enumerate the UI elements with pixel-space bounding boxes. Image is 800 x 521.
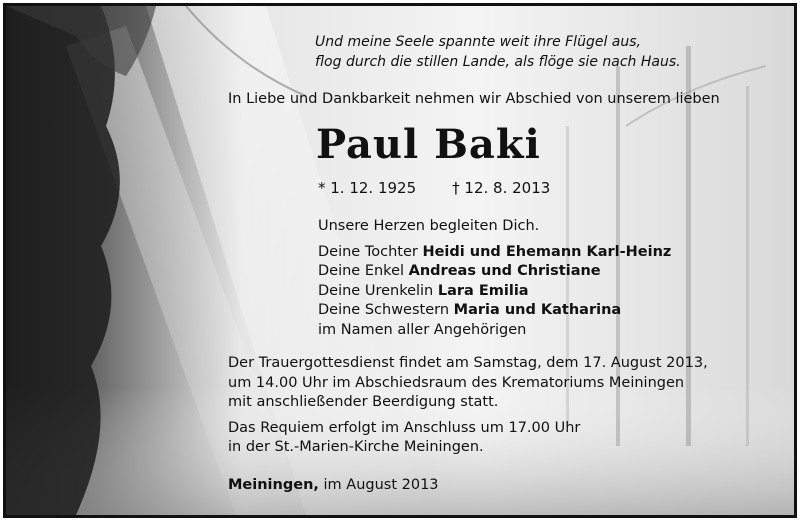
requiem-line-1: Das Requiem erfolgt im Anschluss um 17.00 Uhr [228, 419, 581, 436]
service-line-3: mit anschließender Beerdigung statt. [228, 394, 499, 410]
service-line-2: um 14.00 Uhr im Abschiedsraum des Krematoriums Meiningen [228, 374, 685, 391]
family-closing: im Namen aller Angehörigen [318, 321, 527, 338]
place: Meiningen, [228, 477, 319, 493]
service-line-1: Der Trauergottesdienst findet am Samstag, dem 17. August 2013, [228, 355, 708, 371]
family-intro: Unsere Herzen begleiten Dich. [318, 218, 540, 234]
farewell-intro: In Liebe und Dankbarkeit nehmen wir Abschied von unserem lieben [228, 91, 720, 107]
poem-line-2: flog durch die stillen Lande, als flöge sie nach Haus. [315, 53, 681, 70]
service-details [228, 354, 708, 458]
deceased-name: Paul Baki [316, 121, 541, 168]
requiem-line-2: in der St.-Marien-Kirche Meiningen. [228, 439, 484, 455]
family-member-great-granddaughter: Deine Urenkelin Lara Emilia [318, 282, 529, 299]
family-member-daughter: Deine Tochter Heidi und Ehemann Karl-Heinz [318, 243, 672, 260]
place-and-date [228, 476, 439, 496]
date: im August 2013 [318, 477, 439, 493]
family-member-grandchildren: Deine Enkel Andreas und Christiane [318, 263, 601, 279]
life-dates [318, 179, 550, 199]
poem-quote [315, 33, 681, 72]
family-member-sisters: Deine Schwestern Maria und Katharina [318, 302, 622, 318]
death-date: † 12. 8. 2013 [452, 179, 551, 197]
obituary-card [3, 3, 797, 518]
birth-date: * 1. 12. 1925 [318, 179, 417, 197]
family-section [318, 217, 671, 340]
poem-line-1: Und meine Seele spannte weit ihre Flügel aus, [315, 34, 641, 50]
